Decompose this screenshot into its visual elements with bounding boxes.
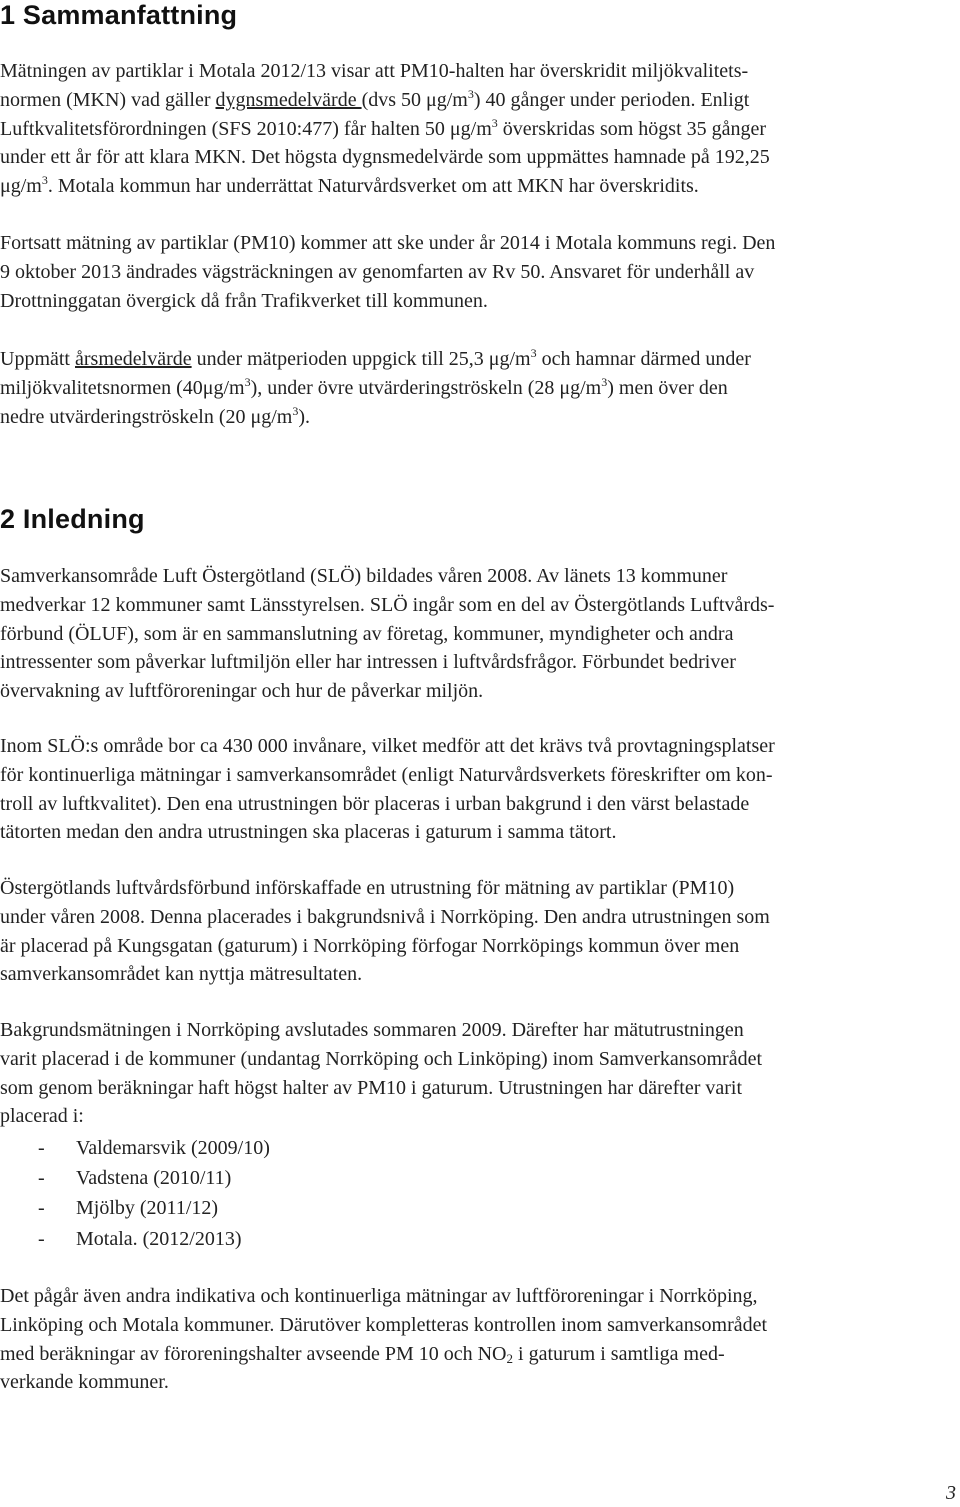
text-line: nedre utvärderingströskeln (20 $\mu g/m^3$).: [0, 403, 310, 428]
text-line: under våren 2008. Denna placerades i bakgrundsnivå i Norrköping. Den andra utrustningen som: [0, 905, 770, 928]
summary-paragraph-2: [0, 229, 945, 315]
text-line: normen (MKN) vad gäller dygnsmedelvärde (dvs 50 $\mu g/m^3$) 40 gånger under perioden. Enligt: [0, 86, 750, 111]
text-line: är placerad på Kungsgatan (gaturum) i Norrköping förfogar Norrköpings kommun över men: [0, 934, 740, 957]
intro-paragraph-1: [0, 562, 945, 706]
summary-paragraph-1: [0, 57, 945, 201]
list-item: - Valdemarsvik (2009/10): [38, 1137, 270, 1159]
text-line: miljökvalitetsnormen $(40\mu g/m^3)$, under övre utvärderingströskeln (28 $\mu g/m^3$) men över den: [0, 374, 728, 399]
text-line: Det pågår även andra indikativa och kontinuerliga mätningar av luftföroreningar i Norrköping,: [0, 1285, 758, 1307]
text-line: Mätningen av partiklar i Motala 2012/13 visar att PM10-halten har överskridit miljökvalitets-: [0, 60, 749, 82]
text-line: med beräkningar av föroreningshalter avseende PM 10 och $NO_2$ i gaturum i samtliga med-: [0, 1342, 725, 1366]
intro-paragraph-3: [0, 874, 945, 989]
list-item: - Motala. (2012/2013): [38, 1227, 242, 1250]
section-heading-sammanfattning: 1 Sammanfattning: [0, 0, 238, 30]
list-item: - Vadstena (2010/11): [38, 1167, 232, 1190]
text-line: Inom SLÖ:s område bor ca 430 000 invånare, vilket medför att det krävs två provtagningsplatser: [0, 735, 775, 757]
text-line: som genom beräkningar haft högst halter av PM10 i gaturum. Utrustningen har därefter varit: [0, 1076, 743, 1099]
underlined-term: årsmedelvärde: [75, 348, 192, 370]
text-line: samverkansområdet kan nyttja mätresultaten.: [0, 963, 363, 986]
list-item: - Mjölby (2011/12): [38, 1197, 219, 1220]
intro-paragraph-4: [0, 1016, 945, 1131]
text-line: Linköping och Motala kommuner. Därutöver kompletteras kontrollen inom samverkansområdet: [0, 1313, 768, 1336]
text-line: Östergötlands luftvårdsförbund införskaffade en utrustning för mätning av partiklar (PM10): [0, 877, 735, 899]
section-heading-inledning: 2 Inledning: [0, 504, 145, 534]
text-line: Samverkansområde Luft Östergötland (SLÖ) bildades våren 2008. Av länets 13 kommuner: [0, 565, 728, 587]
text-line: förbund (ÖLUF), som är en sammanslutning av företag, kommuner, myndigheter och andra: [0, 622, 734, 645]
underlined-term: dygnsmedelvärde: [215, 88, 362, 111]
text-line: intressenter som påverkar luftmiljön eller har intressen i luftvårdsfrågor. Förbundet bedriver: [0, 651, 736, 674]
text-line: verkande kommuner.: [0, 1371, 169, 1394]
text-line: $\mu g/m^3$. Motala kommun har underrättat Naturvårdsverket om att MKN har överskridits.: [0, 173, 699, 198]
text-line: troll av luftkvalitet). Den ena utrustningen bör placeras i urban bakgrund i den värst belastade: [0, 792, 750, 815]
text-line: under ett år för att klara MKN. Det högsta dygnsmedelvärde som uppmättes hamnade på 192,25: [0, 146, 770, 169]
text-line: varit placerad i de kommuner (undantag Norrköping och Linköping) inom Samverkansområdet: [0, 1047, 763, 1070]
page-number: 3: [946, 1482, 956, 1504]
text-line: övervakning av luftföroreningar och hur de påverkar miljön.: [0, 680, 484, 703]
summary-paragraph-3: [0, 345, 945, 431]
text-line: Fortsatt mätning av partiklar (PM10) kommer att ske under år 2014 i Motala kommuns regi. Den: [0, 232, 776, 254]
text-line: Luftkvalitetsförordningen (SFS 2010:477) får halten 50 $\mu g/m^3$ överskridas som högst 35 gånger: [0, 115, 767, 140]
text-line: Bakgrundsmätningen i Norrköping avslutades sommaren 2009. Därefter har mätutrustningen: [0, 1019, 744, 1041]
text-line: Drottninggatan övergick då från Trafikverket till kommunen.: [0, 289, 488, 312]
text-line: Uppmätt årsmedelvärde under mätperioden uppgick till 25,3 $\mu g/m^3$ och hamnar därmed under: [0, 346, 751, 370]
text-line: för kontinuerliga mätningar i samverkansområdet (enligt Naturvårdsverkets föreskrifter om kon-: [0, 763, 773, 786]
placement-list: [0, 1133, 270, 1254]
text-line: tätorten medan den andra utrustningen ska placeras i gaturum i samma tätort.: [0, 821, 617, 844]
intro-paragraph-2: [0, 732, 945, 847]
text-line: medverkar 12 kommuner samt Länsstyrelsen. SLÖ ingår som en del av Östergötlands Luftvårds-: [0, 593, 775, 616]
text-line: placerad i:: [0, 1105, 84, 1128]
text-line: 9 oktober 2013 ändrades vägsträckningen av genomfarten av Rv 50. Ansvaret för underhåll av: [0, 260, 755, 283]
intro-paragraph-5: [0, 1282, 945, 1397]
